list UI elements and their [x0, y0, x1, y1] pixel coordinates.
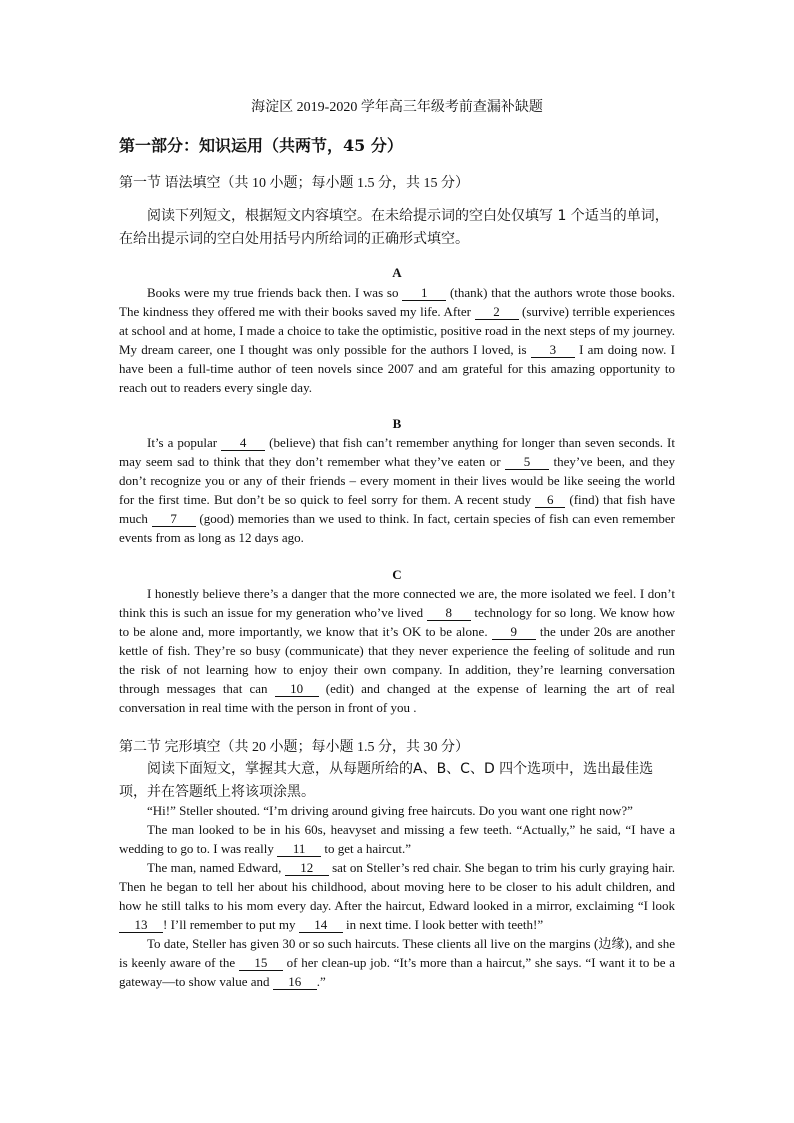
blank-9: 9 [492, 625, 536, 640]
passage-text: (good) memories than we used to think. In fact, certain species of fish can even remember events from as long as 12 days ago. [119, 511, 675, 545]
blank-4: 4 [221, 436, 265, 451]
blank-7: 7 [152, 512, 196, 527]
passage-text: .” [316, 974, 326, 989]
blank-11: 11 [277, 842, 321, 857]
passage-text: The man looked to be in his 60s, heavyset and missing a few teeth. “Actually,” he said, “I have a wedding to go to. I was really [119, 822, 675, 856]
passage-c-letter: C [392, 567, 402, 582]
cloze-paragraph [119, 801, 675, 820]
blank-13: 13 [119, 918, 163, 933]
blank-15: 15 [239, 956, 283, 971]
passage-b [119, 433, 675, 547]
blank-2: 2 [475, 305, 519, 320]
passage-text: I honestly believe there’s a danger that the more connected we are, the more isolated we feel. I don’t think this is such an issue for my generation who’ve lived [119, 586, 675, 620]
passage-a [119, 283, 675, 397]
passage-text: (find) that fish have much [119, 492, 675, 526]
passage-text: the under 20s are another kettle of fish. They’re so busy (communicate) that they never experience the feeling of solitude and run the risk of not learning how to enjoy their own company. In addition, they’re learning conversation through messages that can [119, 624, 676, 696]
passage-text: ! I’ll remember to put my [163, 917, 299, 932]
passage-text: I am doing now. I have been a full-time author of teen novels since 2007 and am grateful for this amazing opportunity to reach out to readers every single day. [119, 342, 675, 395]
blank-16: 16 [273, 975, 317, 990]
blank-12: 12 [285, 861, 329, 876]
passage-text: of her clean-up job. “It’s more than a haircut,” she says. “I want it to be a gateway—to show value and [119, 955, 675, 989]
passage-b-letter: B [392, 416, 402, 431]
section1-instructions: 阅读下列短文，根据短文内容填空。在未给提示词的空白处仅填写 1 个适当的单词，在给出提示词的空白处用括号内所给词的正确形式填空。 [119, 208, 669, 247]
passage-text: in next time. I look better with teeth!” [342, 917, 544, 932]
blank-3: 3 [531, 343, 575, 358]
blank-6: 6 [535, 493, 565, 508]
section2-instructions: 阅读下面短文，掌握其大意，从每题所给的A、B、C、D 四个选项中，选出最佳选项，并在答题纸上将该项涂黑。 [119, 761, 654, 800]
passage-text: (survive) terrible experiences at school and at home, I made a choice to take the optimistic, positive road in the next steps of my journey. My dream career, one I thought was only possible for the authors I loved, is [119, 304, 675, 357]
section2-heading: 第二节 完形填空（共 20 小题；每小题 1.5 分，共 30 分） [119, 740, 469, 755]
blank-1: 1 [402, 286, 446, 301]
passage-text: to get a haircut.” [321, 841, 412, 856]
passage-text: sat on Steller’s red chair. She began to trim his curly graying hair. Then he began to tell her about his childhood, about moving here to be closer to his adult children, and how he still talks to his mom every day. After the haircut, Edward looked in a mirror, exclaiming “I look [119, 860, 675, 913]
blank-5: 5 [505, 455, 549, 470]
cloze-paragraph [119, 858, 675, 934]
cloze-paragraph [119, 934, 675, 991]
section1-heading: 第一节 语法填空（共 10 小题；每小题 1.5 分，共 15 分） [119, 176, 469, 191]
cloze-paragraph [119, 820, 675, 858]
passage-text: To date, Steller has given 30 or so such haircuts. These clients all live on the margins (边缘), and she is keenly aware of the [119, 936, 675, 970]
passage-text: “Hi!” Steller shouted. “I’m driving around giving free haircuts. Do you want one right now?” [147, 803, 633, 818]
passage-text: technology for so long. We know how to be alone and, more importantly, we know that it’s OK to be alone. [119, 605, 675, 639]
page-title: 海淀区 2019-2020 学年高三年级考前查漏补缺题 [251, 100, 543, 115]
blank-14: 14 [299, 918, 343, 933]
passage-text: Books were my true friends back then. I was so [147, 285, 403, 300]
passage-text: they’ve been, and they don’t recognize you or any of their friends – every moment in their lives would be like seeing the world for the first time. But don’t be so quick to feel sorry for them. A recent study [119, 454, 675, 507]
passage-text: (thank) that the authors wrote those books. The kindness they offered me with their books saved my life. After [119, 285, 675, 319]
passage-text: (edit) and changed at the expense of learning the art of real conversation in real time with the person in front of you . [119, 681, 675, 715]
blank-8: 8 [427, 606, 471, 621]
passage-text: It’s a popular [147, 435, 222, 450]
cloze-passage [119, 801, 675, 991]
passage-text: (believe) that fish can’t remember anything for longer than seven seconds. It may seem sad to think that they don’t remember what they’ve eaten or [119, 435, 675, 469]
passage-c [119, 584, 675, 717]
passage-a-letter: A [392, 265, 402, 280]
passage-text: The man, named Edward, [147, 860, 285, 875]
part-heading: 第一部分：知识运用（共两节，45 分） [119, 136, 403, 155]
blank-10: 10 [275, 682, 319, 697]
